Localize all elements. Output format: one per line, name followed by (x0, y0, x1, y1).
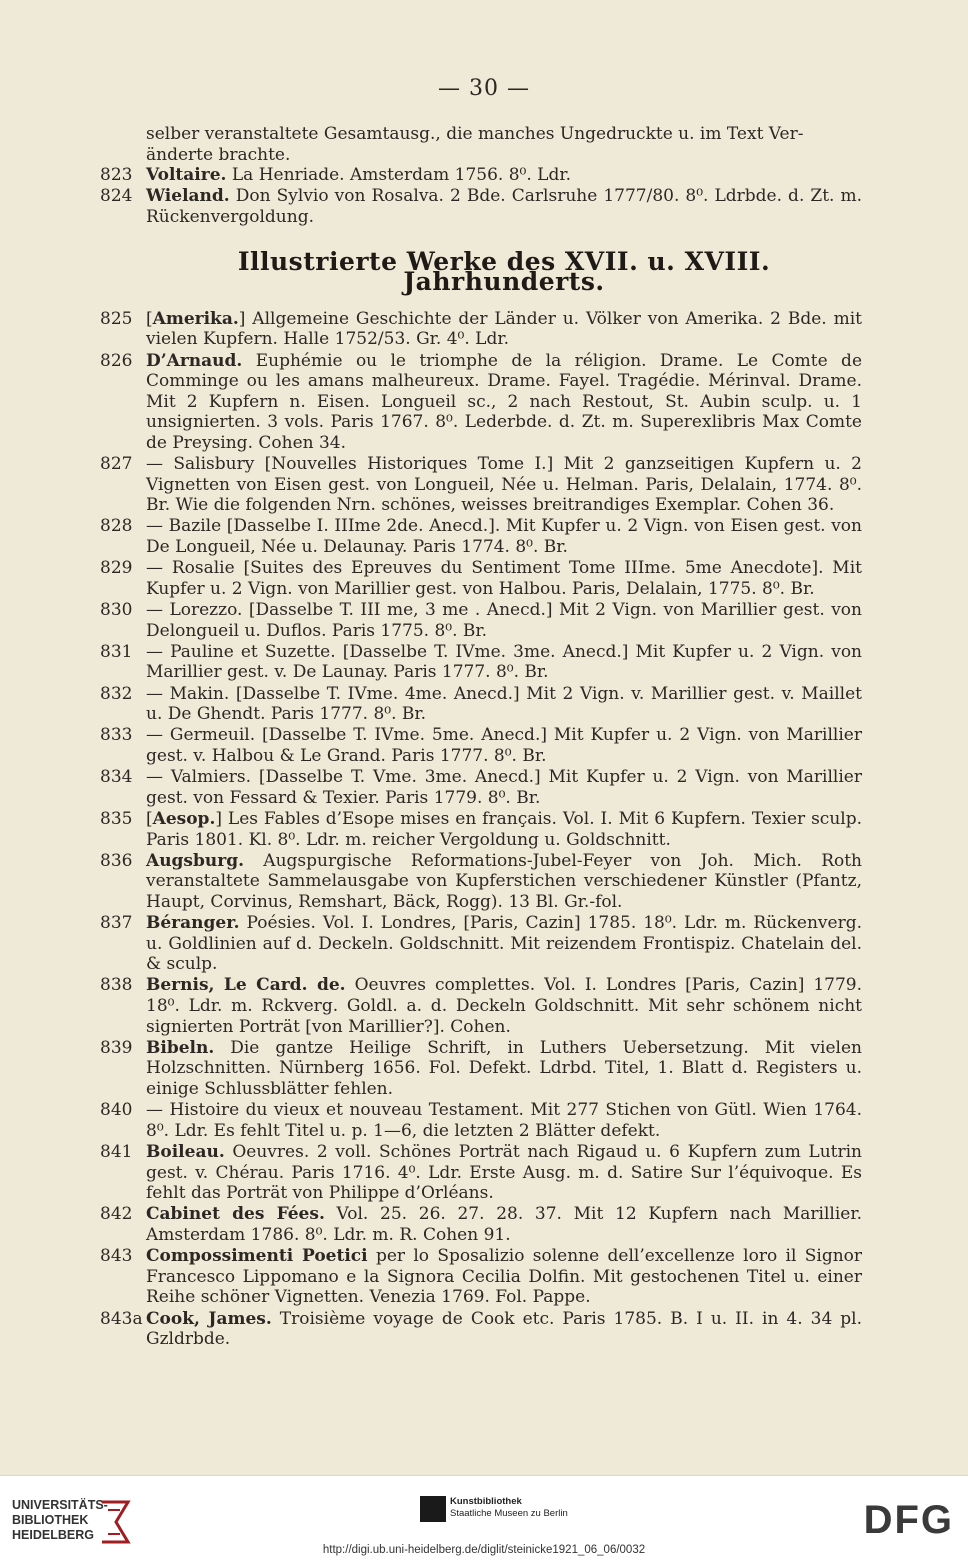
catalog-entry (100, 516, 862, 557)
entry-number: 823 (100, 165, 133, 186)
entry-text: — Rosalie [Suites des Epreuves du Sentiment Tome IIIme. 5me Anecdote]. Mit Kupfer u. 2 Vign. von Marillier gest. von Halbou. Paris, Delalain, 1775. 8⁰. Br. (146, 558, 862, 599)
entry-author: Amerika. (152, 308, 239, 329)
kunstbibliothek-icon (420, 1496, 446, 1522)
catalog-entry (100, 767, 862, 808)
catalog-entry (100, 1204, 862, 1245)
entry-author: D’Arnaud. (146, 350, 243, 371)
catalog-entry: 835 [Aesop.] Les Fables d’Esope mises en français. Vol. I. Mit 6 Kupfern. Texier sculp. Paris 1801. Kl. 8⁰. Ldr. m. reicher Vergoldung u. Goldschnitt. (100, 808, 862, 850)
entry-author: Compossimenti Poetici (146, 1246, 368, 1267)
entries-top (100, 165, 862, 227)
catalog-content (100, 124, 862, 1350)
catalog-entry (100, 725, 862, 766)
entry-number: 832 (100, 683, 133, 704)
university-seal-icon (98, 1498, 134, 1546)
entry-number: 841 (100, 1142, 133, 1162)
catalog-entry (100, 1100, 862, 1141)
entry-text: ] Allgemeine Geschichte der Länder u. Völker von Amerika. 2 Bde. mit vielen Kupfern. Halle 1752/53. Gr. 4⁰. Ldr. (146, 308, 862, 350)
entry-number: 843 (100, 1246, 133, 1267)
entry-text: — Valmiers. [Dasselbe T. Vme. 3me. Anecd.] Mit Kupfer u. 2 Vign. von Marillier gest. von Fessard & Texier. Paris 1779. 8⁰. Br. (146, 767, 862, 808)
catalog-entry (100, 642, 862, 683)
entry-number: 834 (100, 767, 133, 788)
catalog-entry (100, 684, 862, 725)
entry-number: 830 (100, 600, 133, 621)
entry-author: Bibeln. (146, 1037, 215, 1058)
entry-text: — Histoire du vieux et nouveau Testament. Mit 277 Stichen von Gütl. Wien 1764. 8⁰. Ldr. Es fehlt Titel u. p. 1—6, die letzten 2 Blätter defekt. (146, 1100, 862, 1141)
entry-number: 827 (100, 454, 133, 475)
catalog-entry (100, 913, 862, 975)
entry-author: Voltaire. (146, 165, 227, 186)
entry-number: 833 (100, 725, 133, 746)
entry-text: Oeuvres complettes. Vol. I. Londres [Paris, Cazin] 1779. 18⁰. Ldr. m. Rckverg. Goldl. a. d. Deckeln Goldschnitt. Mit sehr schönem nicht signierten Porträt [von Marillier?]. Cohen. (146, 975, 862, 1037)
catalog-entry (100, 165, 862, 186)
dfg-logo[interactable]: DFG (863, 1498, 954, 1542)
entry-number: 829 (100, 558, 133, 579)
catalog-entry (100, 975, 862, 1037)
entry-number: 839 (100, 1037, 133, 1058)
entry-number: 828 (100, 516, 133, 537)
permalink-url[interactable]: http://digi.ub.uni-heidelberg.de/diglit/steinicke1921_06_06/0032 (322, 1544, 646, 1556)
catalog-entry (100, 1142, 862, 1204)
entry-number: 838 (100, 975, 133, 996)
catalog-entry (100, 351, 862, 454)
entry-text: Vol. 25. 26. 27. 28. 37. Mit 12 Kupfern nach Marillier. Amsterdam 1786. 8⁰. Ldr. m. R. Cohen 91. (146, 1204, 862, 1245)
entry-text: Troisième voyage de Cook etc. Paris 1785. B. I u. II. in 4. 34 pl. Gzldrbde. (146, 1308, 862, 1350)
entry-text: La Henriade. Amsterdam 1756. 8⁰. Ldr. (231, 165, 571, 186)
entry-text: Don Sylvio von Rosalva. 2 Bde. Carlsruhe 1777/80. 8⁰. Ldrbde. d. Zt. m. Rückenvergoldung. (146, 186, 863, 227)
entry-number: 837 (100, 913, 133, 934)
entry-number: 835 (100, 808, 133, 829)
entry-text: per lo Sposalizio solenne dell’excellenze loro il Signor Francesco Lippomano e la Signora Cecilia Dolfin. Mit gestochenen Titel u. einer Reihe schöner Vignetten. Venezia 1769. Fol. Pappe. (146, 1246, 863, 1308)
entry-text: — Germeuil. [Dasselbe T. IVme. 5me. Anecd.] Mit Kupfer u. 2 Vign. von Marillier gest. v. Halbou & Le Grand. Paris 1777. 8⁰. Br. (146, 725, 862, 766)
entry-author: Cabinet des Fées. (146, 1204, 325, 1225)
entry-text: Die gantze Heilige Schrift, in Luthers Uebersetzung. Mit vielen Holzschnitten. Nürnberg 1656. Fol. Defekt. Ldrbd. Titel, 1. Blatt d. Registers u. einige Schlussblätter fehlen. (146, 1037, 862, 1100)
entry-text: — Makin. [Dasselbe T. IVme. 4me. Anecd.] Mit 2 Vign. v. Marillier gest. v. Maillet u. De Ghendt. Paris 1777. 8⁰. Br. (146, 683, 862, 725)
entry-number: 843a (100, 1308, 143, 1329)
entry-text: Augspurgische Reformations-Jubel-Feyer von Joh. Mich. Roth veranstaltete Sammelausgabe von Kupferstichen verschiedener Künstler (Pfantz, Haupt, Corvinus, Remshart, Bäck, Rogg). 13 Bl. Gr.-fol. (146, 850, 863, 912)
catalog-entry (100, 186, 862, 227)
catalog-entry (100, 851, 862, 913)
viewer-footer: UNIVERSITÄTS- BIBLIOTHEK HEIDELBERG Kunstbibliothek Staatliche Museen zu Berlin DFG http://digi.ub.uni-heidelberg.de/diglit/steinicke1921_06_06/0032 (0, 1475, 968, 1563)
entry-number: 840 (100, 1100, 133, 1121)
university-library-logo[interactable]: UNIVERSITÄTS- BIBLIOTHEK HEIDELBERG (12, 1498, 108, 1542)
page-number: — 30 — (438, 76, 530, 101)
section-heading: Illustrierte Werke des XVII. u. XVIII. Jahrhunderts. (237, 246, 771, 297)
entry-number: 824 (100, 186, 133, 207)
carry-over-text: selber veranstaltete Gesamtausg., die manches Ungedruckte u. im Text Ver- änderte brachte. (146, 124, 804, 165)
entry-text: Oeuvres. 2 voll. Schönes Porträt nach Rigaud u. 6 Kupfern zum Lutrin gest. v. Chérau. Paris 1716. 4⁰. Ldr. Erste Ausg. m. d. Satire Sur l’équivoque. Es fehlt das Porträt von Philippe d’Orléans. (146, 1142, 863, 1204)
entry-text: ] Les Fables d’Esope mises en français. Vol. I. Mit 6 Kupfern. Texier sculp. Paris 1801. Kl. 8⁰. Ldr. m. reicher Vergoldung u. Goldschnitt. (146, 808, 862, 850)
entry-author: Wieland. (146, 186, 230, 207)
entry-text: — Lorezzo. [Dasselbe T. III me, 3 me . Anecd.] Mit 2 Vign. von Marillier gest. von Delongueil u. Duflos. Paris 1775. 8⁰. Br. (146, 600, 862, 641)
catalog-entry (100, 1246, 862, 1308)
entry-number: 842 (100, 1204, 133, 1225)
catalog-entry (100, 558, 862, 599)
entry-author: Augsburg. (146, 850, 245, 871)
entry-author: Aesop. (152, 808, 216, 829)
entries-main (100, 309, 862, 1350)
entry-author: Bernis, Le Card. de. (146, 975, 346, 996)
catalog-entry (100, 454, 862, 516)
entry-author: Boileau. (146, 1142, 225, 1162)
catalog-entry (100, 1309, 862, 1350)
entry-author: Béranger. (146, 913, 240, 934)
entry-number: 836 (100, 850, 133, 871)
entry-number: 826 (100, 350, 133, 371)
entry-text: Euphémie ou le triomphe de la réligion. Drame. Le Comte de Comminge ou les amans malheureux. Drame. Fayel. Tragédie. Mérinval. Drame. Mit 2 Kupfern n. Eisen. Longueil sc., 2 nach Restout, St. Aubin sculp. u. 1 unsignierten. 3 vols. Paris 1767. 8⁰. Lederbde. d. Zt. m. Superexlibris Max Comte de Preysing. Cohen 34. (146, 350, 862, 453)
entry-text: — Bazile [Dasselbe I. IIIme 2de. Anecd.]. Mit Kupfer u. 2 Vign. von Eisen gest. von De Longueil, Née u. Delaunay. Paris 1774. 8⁰. Br. (146, 516, 862, 558)
entry-text: — Salisbury [Nouvelles Historiques Tome I.] Mit 2 ganzseitigen Kupfern u. 2 Vignetten von Eisen gest. von Longueil, Née u. Helman. Paris, Delalain, 1774. 8⁰. Br. Wie die folgenden Nrn. schönes, weisses breitrandiges Exemplar. Cohen 36. (146, 454, 862, 516)
entry-text: — Pauline et Suzette. [Dasselbe T. IVme. 3me. Anecd.] Mit Kupfer u. 2 Vign. von Marillier gest. v. De Launay. Paris 1777. 8⁰. Br. (146, 641, 862, 683)
entry-number: 825 (100, 308, 133, 329)
catalog-entry (100, 1038, 862, 1100)
catalog-entry: 825 [Amerika.] Allgemeine Geschichte der Länder u. Völker von Amerika. 2 Bde. mit vielen Kupfern. Halle 1752/53. Gr. 4⁰. Ldr. (100, 308, 862, 350)
entry-text: Poésies. Vol. I. Londres, [Paris, Cazin] 1785. 18⁰. Ldr. m. Rückenverg. u. Goldlinien auf d. Deckeln. Goldschnitt. Mit reizendem Frontispiz. Chatelain del. & sculp. (146, 913, 862, 975)
catalog-entry (100, 600, 862, 641)
entry-author: Cook, James. (146, 1308, 272, 1329)
entry-number: 831 (100, 641, 133, 662)
